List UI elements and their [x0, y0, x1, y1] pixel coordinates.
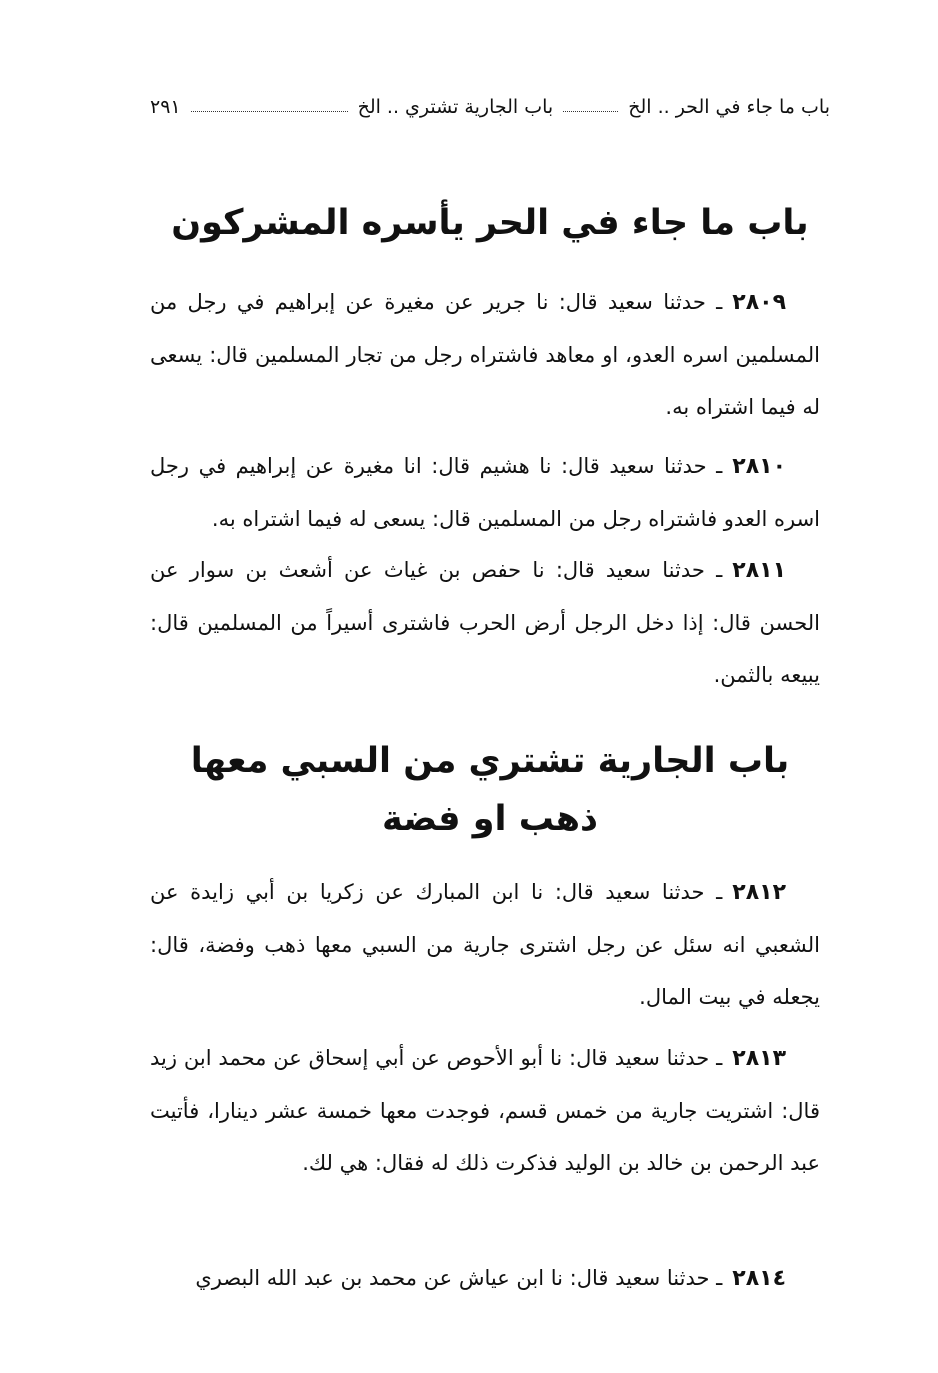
hadith-text: ـ حدثنا سعيد قال: نا هشيم قال: انا مغيرة عن إبراهيم في رجل اسره العدو فاشتراه رجل من المسلمين قال: يسعى له فيما اشتراه به. [150, 454, 820, 531]
hadith-text: ـ حدثنا سعيد قال: نا حفص بن غياث عن أشعث بن سوار عن الحسن قال: إذا دخل الرجل أرض الحرب فاشترى أسيراً من المسلمين قال: يبيعه بالثمن. [150, 558, 820, 687]
hadith-text: ـ حدثنا سعيد قال: نا ابن عياش عن محمد بن عبد الله البصري [195, 1266, 723, 1290]
running-head-dotted-leader [563, 111, 618, 112]
hadith-text: ـ حدثنا سعيد قال: نا أبو الأحوص عن أبي إسحاق عن محمد ابن زيد قال: اشتريت جارية من خمس قسم، فوجدت معها خمسة عشر دينارا، فأتيت عبد الرحمن بن خالد بن الوليد فذكرت ذلك له فقال: هي لك. [150, 1046, 820, 1175]
hadith-entry [150, 440, 820, 545]
hadith-text: ـ حدثنا سعيد قال: نا ابن المبارك عن زكريا بن أبي زايدة عن الشعبي انه سئل عن رجل اشترى جارية من السبي معها ذهب وفضة، قال: يجعله في بيت المال. [150, 880, 820, 1009]
running-head [150, 92, 830, 122]
hadith-entry [150, 544, 820, 701]
hadith-number: ٢٨١٢ [732, 880, 786, 905]
running-head-left-title: باب ما جاء في الحر .. الخ [628, 96, 830, 118]
hadith-entry [150, 1252, 820, 1305]
hadith-number: ٢٨١١ [732, 558, 786, 583]
hadith-number: ٢٨١٣ [732, 1046, 786, 1071]
hadith-entry [150, 1032, 820, 1189]
chapter-title-slave-girl-line2: ذهب او فضة [381, 799, 599, 839]
chapter-title-slave-girl-line1: باب الجارية تشتري من السبي معها [190, 741, 790, 781]
hadith-entry [150, 276, 820, 433]
page-number: ٢٩١ [150, 96, 181, 118]
hadith-entry [150, 866, 820, 1023]
chapter-title-captive: باب ما جاء في الحر يأسره المشركون [171, 203, 809, 243]
running-head-right-title: باب الجارية تشتري .. الخ [357, 96, 554, 118]
hadith-number: ٢٨٠٩ [732, 290, 786, 315]
hadith-number: ٢٨١٠ [732, 454, 786, 479]
hadith-number: ٢٨١٤ [732, 1266, 786, 1291]
hadith-text: ـ حدثنا سعيد قال: نا جرير عن مغيرة عن إبراهيم في رجل من المسلمين اسره العدو، او معاهد فاشتراه رجل من تجار المسلمين قال: يسعى له فيما اشتراه به. [150, 290, 820, 419]
running-head-dotted-leader [191, 111, 348, 112]
